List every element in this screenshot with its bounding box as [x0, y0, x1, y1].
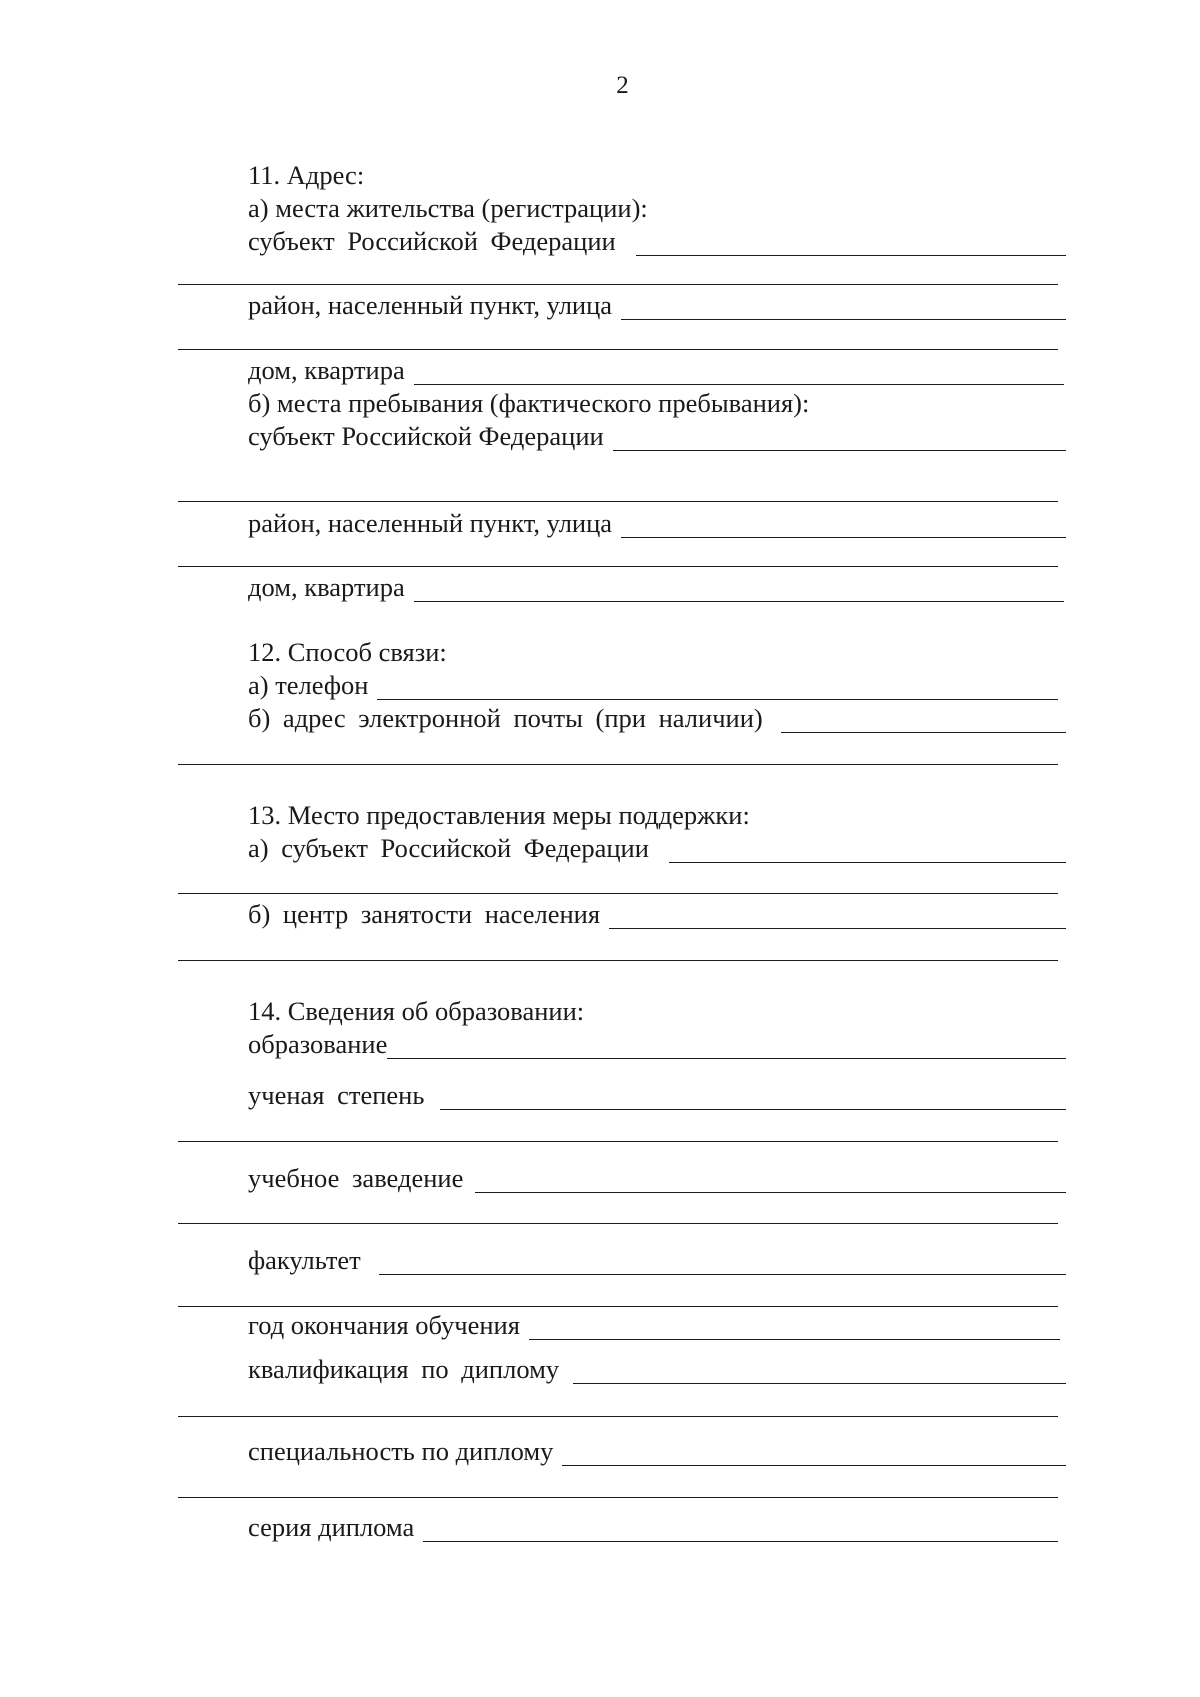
phone-field[interactable]	[248, 670, 1058, 700]
stay-district-field[interactable]	[248, 508, 1066, 538]
institution-label: учебное заведение	[248, 1163, 464, 1193]
stay-house-line[interactable]	[414, 579, 1064, 602]
phone-line[interactable]	[377, 677, 1058, 700]
residence-house-field[interactable]	[248, 355, 1064, 385]
faculty-label: факультет	[248, 1245, 361, 1275]
degree-line-2[interactable]	[178, 1141, 1058, 1142]
email-line[interactable]	[781, 710, 1066, 733]
page-number: 2	[616, 72, 629, 99]
section-12-heading: 12. Способ связи:	[248, 637, 447, 667]
specialty-line[interactable]	[562, 1443, 1066, 1466]
stay-region-field[interactable]	[248, 421, 1066, 451]
email-line-2[interactable]	[178, 764, 1058, 765]
phone-label: а) телефон	[248, 670, 369, 700]
residence-house-label: дом, квартира	[248, 355, 405, 385]
institution-line-2[interactable]	[178, 1223, 1058, 1224]
faculty-field[interactable]	[248, 1245, 1066, 1275]
support-region-line[interactable]	[669, 840, 1066, 863]
residence-district-field[interactable]	[248, 290, 1066, 320]
residence-district-label: район, населенный пункт, улица	[248, 290, 613, 320]
graduation-year-field[interactable]	[248, 1310, 1060, 1340]
stay-region-line[interactable]	[613, 428, 1066, 451]
employment-center-line-2[interactable]	[178, 960, 1058, 961]
support-region-field[interactable]	[248, 833, 1066, 863]
stay-region-line-2[interactable]	[178, 501, 1058, 502]
institution-field[interactable]	[248, 1163, 1066, 1193]
diploma-series-label: серия диплома	[248, 1512, 415, 1542]
stay-house-field[interactable]	[248, 572, 1064, 602]
stay-district-label: район, населенный пункт, улица	[248, 508, 613, 538]
specialty-label: специальность по диплому	[248, 1436, 554, 1466]
education-line[interactable]	[387, 1036, 1066, 1059]
graduation-year-line[interactable]	[529, 1317, 1060, 1340]
diploma-series-line[interactable]	[423, 1519, 1058, 1542]
residence-region-field[interactable]	[248, 226, 1066, 256]
employment-center-line[interactable]	[609, 906, 1066, 929]
support-region-label: а) субъект Российской Федерации	[248, 833, 649, 863]
stay-district-line-2[interactable]	[178, 566, 1058, 567]
residence-heading: а) места жительства (регистрации):	[248, 193, 648, 223]
qualification-field[interactable]	[248, 1354, 1066, 1384]
employment-center-field[interactable]	[248, 899, 1066, 929]
support-region-line-2[interactable]	[178, 893, 1058, 894]
graduation-year-label: год окончания обучения	[248, 1310, 520, 1340]
qualification-label: квалификация по диплому	[248, 1354, 560, 1384]
stay-district-line[interactable]	[621, 515, 1066, 538]
degree-label: ученая степень	[248, 1080, 425, 1110]
employment-center-label: б) центр занятости населения	[248, 899, 601, 929]
education-field[interactable]	[248, 1029, 1066, 1059]
section-14-heading: 14. Сведения об образовании:	[248, 996, 585, 1026]
qualification-line-2[interactable]	[178, 1416, 1058, 1417]
degree-line[interactable]	[440, 1087, 1066, 1110]
section-13-heading: 13. Место предоставления меры поддержки:	[248, 800, 750, 830]
residence-region-label: субъект Российской Федерации	[248, 226, 616, 256]
stay-heading: б) места пребывания (фактического пребывания):	[248, 388, 810, 418]
residence-district-line[interactable]	[621, 297, 1066, 320]
faculty-line[interactable]	[379, 1252, 1066, 1275]
specialty-field[interactable]	[248, 1436, 1066, 1466]
institution-line[interactable]	[475, 1170, 1066, 1193]
residence-region-line-2[interactable]	[178, 284, 1058, 285]
residence-region-line[interactable]	[636, 233, 1066, 256]
residence-district-line-2[interactable]	[178, 349, 1058, 350]
education-label: образование	[248, 1029, 388, 1059]
email-field[interactable]	[248, 703, 1066, 733]
specialty-line-2[interactable]	[178, 1497, 1058, 1498]
residence-house-line[interactable]	[414, 362, 1064, 385]
email-label: б) адрес электронной почты (при наличии)	[248, 703, 763, 733]
stay-region-label: субъект Российской Федерации	[248, 421, 604, 451]
stay-house-label: дом, квартира	[248, 572, 405, 602]
degree-field[interactable]	[248, 1080, 1066, 1110]
diploma-series-field[interactable]	[248, 1512, 1058, 1542]
qualification-line[interactable]	[573, 1361, 1066, 1384]
section-11-heading: 11. Адрес:	[248, 160, 365, 190]
faculty-line-2[interactable]	[178, 1306, 1058, 1307]
